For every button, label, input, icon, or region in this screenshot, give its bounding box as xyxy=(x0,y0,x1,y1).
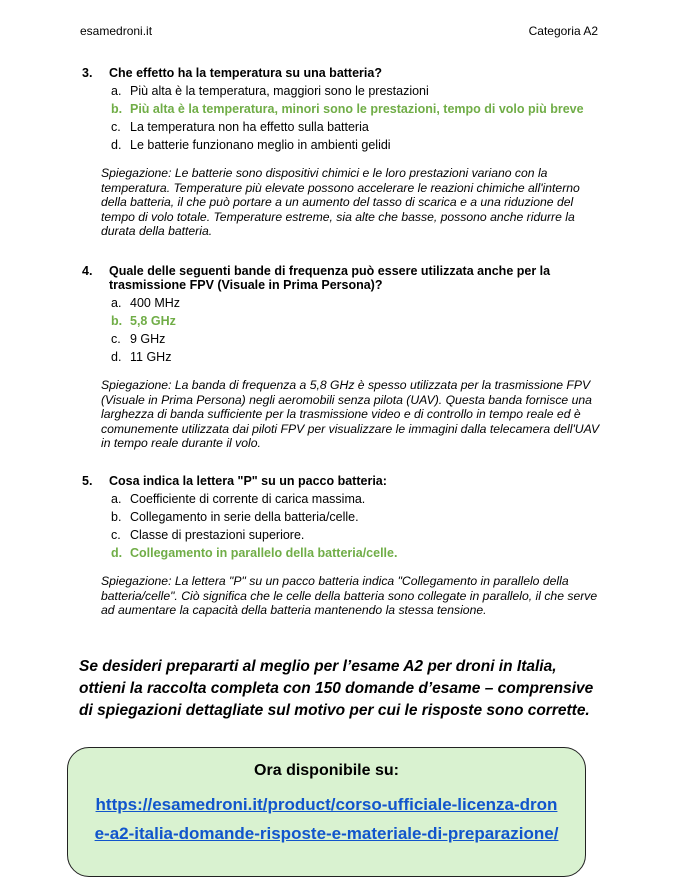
option-list xyxy=(111,294,612,366)
question-text: Quale delle seguenti bande di frequenza può essere utilizzata anche per la trasmissione FPV (Visuale in Prima Persona)? xyxy=(109,264,551,292)
question-title xyxy=(82,474,612,488)
explanation: Spiegazione: La banda di frequenza a 5,8 GHz è spesso utilizzata per la trasmissione FPV (Visuale in Prima Persona) negli aeromobili senza pilota (UAV). Questa banda fornisce una larghezza di banda sufficiente per la trasmissione video e di controllo in tempo reale ed è comunemente utilizzata dai piloti FPV per visualizzare le immagini dalla telecamera dell'UAV in tempo reale durante il volo. xyxy=(101,378,600,451)
option-text: Più alta è la temperatura, minori sono le prestazioni, tempo di volo più breve xyxy=(130,102,584,116)
option-text: 5,8 GHz xyxy=(130,314,176,328)
option-d xyxy=(111,348,612,366)
option-c xyxy=(111,330,612,348)
option-letter: a. xyxy=(111,84,122,98)
option-text: Coefficiente di corrente di carica massima. xyxy=(130,492,366,506)
option-list xyxy=(111,82,612,154)
option-a xyxy=(111,82,612,100)
question-number: 5. xyxy=(82,474,93,488)
option-letter: d. xyxy=(111,350,122,364)
option-text: La temperatura non ha effetto sulla batteria xyxy=(130,120,369,134)
question-number: 3. xyxy=(82,66,93,80)
option-c xyxy=(111,526,612,544)
option-text: Più alta è la temperatura, maggiori sono le prestazioni xyxy=(130,84,429,98)
option-text: Collegamento in parallelo della batteria/celle. xyxy=(130,546,398,560)
cta-box xyxy=(67,747,586,877)
option-b xyxy=(111,508,612,526)
question-text: Che effetto ha la temperatura su una batteria? xyxy=(109,66,382,80)
promo-text: Se desideri prepararti al meglio per l’esame A2 per droni in Italia, ottieni la raccolta completa con 150 domande d’esame – comprensive di spiegazioni dettagliate sul motivo per cui le risposte sono corrette. xyxy=(79,658,594,719)
option-letter: a. xyxy=(111,296,122,310)
option-d-correct xyxy=(111,544,612,562)
option-text: 9 GHz xyxy=(130,332,166,346)
option-text: 11 GHz xyxy=(130,350,172,364)
header-site-name: esamedroni.it xyxy=(80,24,153,38)
option-b-correct xyxy=(111,100,612,118)
option-letter: a. xyxy=(111,492,122,506)
option-a xyxy=(111,490,612,508)
question-3 xyxy=(82,66,612,239)
question-text: Cosa indica la lettera "P" su un pacco batteria: xyxy=(109,474,387,488)
explanation: Spiegazione: Le batterie sono dispositivi chimici e le loro prestazioni variano con la temperatura. Temperature più elevate possono accelerare le reazioni chimiche all'interno della batteria, il che può portare a un aumento del tasso di scarica e a una riduzione del tempo di volo totale. Temperature estreme, sia alte che basse, possono anche ridurre la durata della batteria. xyxy=(101,166,580,239)
option-letter: d. xyxy=(111,138,122,152)
explanation: Spiegazione: La lettera "P" su un pacco batteria indica "Collegamento in parallelo della batteria/celle". Ciò significa che le celle della batteria sono collegate in parallelo, il che serve ad aumentare la capacità della batteria mantenendo la stessa tensione. xyxy=(101,574,598,618)
option-text: Classe di prestazioni superiore. xyxy=(130,528,305,542)
option-d xyxy=(111,136,612,154)
cta-title: Ora disponibile su: xyxy=(254,762,399,779)
product-link[interactable]: https://esamedroni.it/product/corso-ufficiale-licenza-drone-a2-italia-domande-risposte-e-materiale-di-preparazione/ xyxy=(94,795,559,843)
option-text: Collegamento in serie della batteria/celle. xyxy=(130,510,359,524)
option-letter: b. xyxy=(111,314,123,328)
option-a xyxy=(111,294,612,312)
header-category: Categoria A2 xyxy=(528,24,598,38)
option-letter: b. xyxy=(111,510,122,524)
question-title xyxy=(82,264,612,292)
question-5 xyxy=(82,474,612,618)
question-number: 4. xyxy=(82,264,93,278)
option-letter: c. xyxy=(111,332,121,346)
option-c xyxy=(111,118,612,136)
option-text: 400 MHz xyxy=(130,296,181,310)
option-letter: c. xyxy=(111,120,121,134)
question-title xyxy=(82,66,612,80)
option-letter: d. xyxy=(111,546,123,560)
option-text: Le batterie funzionano meglio in ambienti gelidi xyxy=(130,138,391,152)
option-list xyxy=(111,490,612,562)
option-letter: c. xyxy=(111,528,121,542)
option-b-correct xyxy=(111,312,612,330)
option-letter: b. xyxy=(111,102,123,116)
question-4 xyxy=(82,264,612,451)
